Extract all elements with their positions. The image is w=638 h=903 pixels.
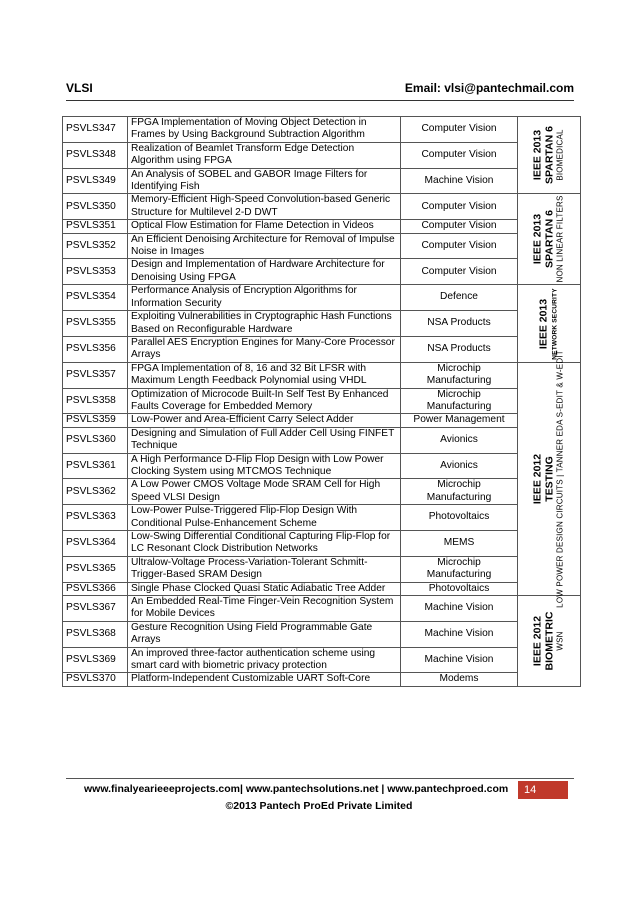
project-domain: Microchip Manufacturing — [401, 556, 518, 582]
category-title-line: IEEE 2012 — [531, 453, 544, 504]
project-domain: Microchip Manufacturing — [401, 388, 518, 414]
project-title: Low-Swing Differential Conditional Capturing Flip-Flop for LC Resonant Clock Distribution Networks — [128, 531, 401, 557]
category-subtitle: LOW POWER DESIGN CIRCUITS | TANNER EDA S-EDIT & W-EDIT — [555, 350, 565, 608]
category-label — [533, 611, 566, 670]
project-domain: Computer Vision — [401, 117, 518, 143]
project-title: Gesture Recognition Using Field Programmable Gate Arrays — [128, 621, 401, 647]
project-title: Parallel AES Encryption Engines for Many-Core Processor Arrays — [128, 336, 401, 362]
header-divider — [66, 100, 574, 101]
project-title: Optimization of Microcode Built-In Self Test By Enhanced Faults Coverage for Embedded Memory — [128, 388, 401, 414]
category-title-line: IEEE 2013 — [537, 298, 550, 349]
table-row — [63, 362, 581, 388]
category-title-line: IEEE 2012 — [531, 615, 544, 667]
project-domain: Photovoltaics — [401, 582, 518, 595]
project-title: Low-Power Pulse-Triggered Flip-Flop Design With Conditional Pulse-Enhancement Scheme — [128, 505, 401, 531]
project-domain: MEMS — [401, 531, 518, 557]
project-title: Design and Implementation of Hardware Architecture for Denoising Using FPGA — [128, 259, 401, 285]
project-code: PSVLS357 — [63, 362, 128, 388]
project-domain: Microchip Manufacturing — [401, 362, 518, 388]
project-domain: NSA Products — [401, 311, 518, 337]
table-row — [63, 285, 581, 311]
table-row — [63, 233, 581, 259]
table-row — [63, 336, 581, 362]
table-row — [63, 647, 581, 673]
project-domain: Machine Vision — [401, 647, 518, 673]
project-code: PSVLS369 — [63, 647, 128, 673]
projects-table — [62, 116, 581, 687]
project-title: Single Phase Clocked Quasi Static Adiabatic Tree Adder — [128, 582, 401, 595]
project-domain: Computer Vision — [401, 194, 518, 220]
project-code: PSVLS351 — [63, 220, 128, 233]
category-label — [533, 126, 566, 184]
category-title-line: IEEE 2013 — [531, 214, 544, 265]
header-email[interactable]: Email: vlsi@pantechmail.com — [404, 81, 574, 95]
project-code: PSVLS362 — [63, 479, 128, 505]
project-title: Designing and Simulation of Full Adder Cell Using FINFET Technique — [128, 427, 401, 453]
table-row — [63, 117, 581, 143]
project-code: PSVLS370 — [63, 673, 128, 686]
project-code: PSVLS353 — [63, 259, 128, 285]
project-code: PSVLS355 — [63, 311, 128, 337]
project-code: PSVLS361 — [63, 453, 128, 479]
category-subtitle: WSN — [555, 631, 565, 651]
table-row — [63, 673, 581, 686]
project-domain: NSA Products — [401, 336, 518, 362]
table-row — [63, 505, 581, 531]
project-code: PSVLS367 — [63, 596, 128, 622]
table-row — [63, 311, 581, 337]
copyright-text: ©2013 Pantech ProEd Private Limited — [225, 800, 413, 812]
projects-table-body — [63, 117, 581, 687]
table-row — [63, 531, 581, 557]
table-row — [63, 388, 581, 414]
category-cell — [518, 194, 581, 285]
category-title-line: SPARTAN 6 — [543, 126, 555, 185]
project-code: PSVLS348 — [63, 142, 128, 168]
project-domain: Avionics — [401, 427, 518, 453]
project-domain: Avionics — [401, 453, 518, 479]
project-title: Performance Analysis of Encryption Algorithms for Information Security — [128, 285, 401, 311]
category-cell — [518, 350, 581, 608]
table-row — [63, 220, 581, 233]
category-cell — [518, 596, 581, 687]
project-title: Optical Flow Estimation for Flame Detection in Videos — [128, 220, 401, 233]
category-subtitle: BIOMEDICAL — [555, 129, 565, 181]
project-domain: Defence — [401, 285, 518, 311]
project-title: An Embedded Real-Time Finger-Vein Recognition System for Mobile Devices — [128, 596, 401, 622]
project-title: Platform-Independent Customizable UART Soft-Core — [128, 673, 401, 686]
category-subtitle: NON LINEAR FILTERS — [555, 195, 565, 283]
project-domain: Computer Vision — [401, 142, 518, 168]
category-subtitle: NETWORK SECURITY — [550, 287, 558, 360]
table-row — [63, 194, 581, 220]
project-code: PSVLS354 — [63, 285, 128, 311]
table-row — [63, 414, 581, 427]
project-domain: Machine Vision — [401, 596, 518, 622]
category-title-line: BIOMETRIC — [543, 611, 555, 671]
project-title: A Low Power CMOS Voltage Mode SRAM Cell for High Speed VLSI Design — [128, 479, 401, 505]
project-title: Exploiting Vulnerabilities in Cryptographic Hash Functions Based on Reconfigurable Hardware — [128, 311, 401, 337]
table-row — [63, 427, 581, 453]
project-title: Memory-Efficient High-Speed Convolution-based Generic Structure for Multilevel 2-D DWT — [128, 194, 401, 220]
project-title: FPGA Implementation of 8, 16 and 32 Bit LFSR with Maximum Length Feedback Polynomial using VHDL — [128, 362, 401, 388]
project-title: An improved three-factor authentication scheme using smart card with biometric privacy protection — [128, 647, 401, 673]
page-number-badge: 14 — [518, 781, 568, 799]
project-code: PSVLS356 — [63, 336, 128, 362]
project-code: PSVLS368 — [63, 621, 128, 647]
footer-links[interactable]: www.finalyearieeeprojects.com| www.pantechsolutions.net | www.pantechproed.com — [84, 783, 509, 795]
category-label — [533, 196, 566, 283]
project-code: PSVLS363 — [63, 505, 128, 531]
project-code: PSVLS347 — [63, 117, 128, 143]
category-label — [538, 288, 560, 359]
project-domain: Computer Vision — [401, 220, 518, 233]
footer-divider — [66, 778, 574, 779]
project-title: An Efficient Denoising Architecture for Removal of Impulse Noise in Images — [128, 233, 401, 259]
project-code: PSVLS349 — [63, 168, 128, 194]
table-row — [63, 556, 581, 582]
table-row — [63, 582, 581, 595]
project-title: FPGA Implementation of Moving Object Detection in Frames by Using Background Subtraction Algorithm — [128, 117, 401, 143]
project-domain: Photovoltaics — [401, 505, 518, 531]
table-row — [63, 168, 581, 194]
table-row — [63, 453, 581, 479]
project-title: An Analysis of SOBEL and GABOR Image Filters for Identifying Fish — [128, 168, 401, 194]
project-domain: Modems — [401, 673, 518, 686]
project-code: PSVLS350 — [63, 194, 128, 220]
project-title: Low-Power and Area-Efficient Carry Select Adder — [128, 414, 401, 427]
project-code: PSVLS364 — [63, 531, 128, 557]
project-domain: Computer Vision — [401, 233, 518, 259]
category-title-line: IEEE 2013 — [531, 130, 544, 181]
header-subject: VLSI — [66, 81, 93, 95]
project-domain: Power Management — [401, 414, 518, 427]
project-domain: Computer Vision — [401, 259, 518, 285]
project-title: Realization of Beamlet Transform Edge Detection Algorithm using FPGA — [128, 142, 401, 168]
project-title: A High Performance D-Flip Flop Design with Low Power Clocking System using MTCMOS Technique — [128, 453, 401, 479]
table-row — [63, 259, 581, 285]
project-title: Ultralow-Voltage Process-Variation-Tolerant Schmitt-Trigger-Based SRAM Design — [128, 556, 401, 582]
table-row — [63, 596, 581, 622]
project-domain: Microchip Manufacturing — [401, 479, 518, 505]
project-code: PSVLS366 — [63, 582, 128, 595]
project-domain: Machine Vision — [401, 168, 518, 194]
project-code: PSVLS360 — [63, 427, 128, 453]
category-label — [533, 350, 566, 608]
project-code: PSVLS352 — [63, 233, 128, 259]
table-row — [63, 479, 581, 505]
category-cell — [518, 117, 581, 194]
project-code: PSVLS359 — [63, 414, 128, 427]
project-domain: Machine Vision — [401, 621, 518, 647]
project-code: PSVLS358 — [63, 388, 128, 414]
project-code: PSVLS365 — [63, 556, 128, 582]
table-row — [63, 142, 581, 168]
table-row — [63, 621, 581, 647]
category-title-line: SPARTAN 6 — [543, 210, 555, 269]
page-header — [66, 77, 574, 95]
category-title-line: TESTING — [543, 456, 555, 502]
